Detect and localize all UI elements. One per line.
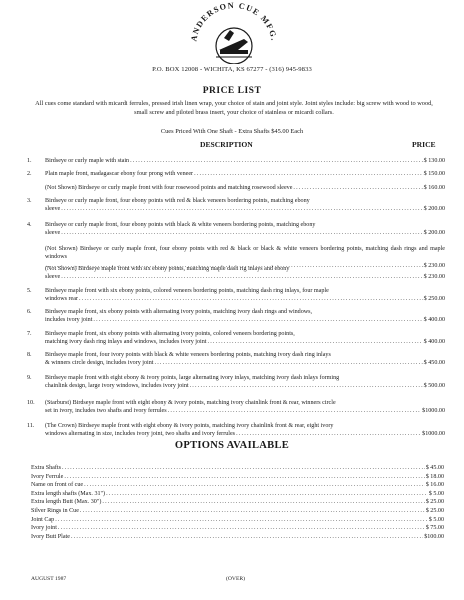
item-number: 8. (27, 352, 32, 358)
item-number: 1. (27, 158, 32, 164)
price-item (27, 308, 445, 325)
shaft-note: Cues Priced With One Shaft - Extra Shafts $45.00 Each (160, 128, 304, 135)
item-price: $ 130.00 (423, 158, 445, 164)
price-item (27, 184, 445, 192)
option-row (31, 464, 444, 472)
price-item (27, 399, 445, 416)
option-price: $ 16.00 (425, 482, 444, 489)
item-description: (Starburst) Birdseye maple front with eight ebony & ivory points, matching ivory chainlink front & rear, winners circle (45, 400, 336, 406)
item-description-end: sleeve (45, 206, 61, 213)
dot-leader (207, 338, 422, 346)
option-price: $ 5.00 (428, 490, 444, 497)
dot-leader (293, 184, 422, 192)
dot-leader (79, 295, 423, 303)
option-label: Ivory Butt Plate (31, 533, 70, 540)
price-item (27, 265, 445, 282)
item-description: Birdseye or curly maple front, four ebony points with black & white veneers bordering points, matching ebony (45, 222, 316, 228)
option-row (31, 533, 444, 541)
options-title: OPTIONS AVAILABLE (174, 440, 290, 451)
price-item (27, 221, 445, 238)
option-price: $100.00 (424, 533, 444, 540)
item-price: $ 160.00 (423, 185, 445, 191)
anderson-cue-logo (186, 2, 282, 64)
item-price: $ 400.00 (423, 317, 445, 324)
option-price: $ 18.00 (425, 473, 444, 480)
item-price: $ 400.00 (423, 339, 445, 346)
item-description-end: & winners circle design, includes ivory joint (45, 360, 154, 367)
item-price: $ 450.00 (423, 360, 445, 367)
dot-leader (190, 382, 423, 390)
dot-leader (62, 464, 425, 472)
item-price: $1000.00 (422, 408, 445, 415)
option-row (31, 498, 444, 506)
dot-leader (61, 273, 422, 281)
dot-leader (71, 533, 423, 541)
footer-date: AUGUST 1987 (31, 576, 67, 582)
dot-leader (55, 516, 428, 524)
option-price: $ 5.00 (428, 516, 444, 523)
item-description-end: sleeve (45, 230, 61, 237)
dot-leader (130, 157, 423, 165)
item-description: Birdseye maple front with eight ebony & ivory points, large alternating ivory inlays, matching ivory dash inlays forming (45, 375, 340, 381)
option-price: $ 45.00 (425, 465, 444, 471)
item-description: (Not Shown) Birdseye maple front with six ebony points, matching maple dash rig inlays and ebony (45, 266, 290, 272)
dot-leader (102, 498, 424, 506)
item-number: 10. (27, 400, 35, 406)
option-label: Ivory Ferrule (31, 473, 64, 480)
dot-leader (168, 407, 422, 415)
price-item (27, 287, 445, 304)
price-item (27, 170, 445, 178)
item-description: Birdseye maple front, six ebony points with alternating ivory points, colored veneers bordering points, (45, 331, 295, 337)
intro-text: All cues come standard with micardi ferrules, pressed irish linen wrap, your choice of stain and joint style. Joint styles include: big screw with wood to wood, small screw and piloted brass insert, your choice of stainless or micardi collars. (35, 100, 433, 116)
item-description-end: set in ivory, includes two shafts and ivory ferrules (45, 408, 167, 415)
option-row (31, 481, 444, 489)
option-price: $ 75.00 (425, 525, 444, 532)
option-row (31, 490, 444, 498)
option-label: Extra length Butt (Max. 30") (31, 499, 102, 506)
option-price: $ 25.00 (425, 499, 444, 506)
item-description: (Not Shown) Birdseye or curly maple front, four ebony points with red & black or black & white veneers bordering points, matching dash rings and maple windows (45, 246, 445, 261)
price-item (27, 422, 445, 439)
dot-leader (58, 524, 425, 532)
option-label: Extra length shafts (Max. 31") (31, 490, 106, 497)
dot-leader (64, 473, 424, 481)
price-item (27, 157, 445, 165)
option-label: Silver Rings in Cue (31, 508, 79, 514)
item-description-end: Plain maple front, madagascar ebony four prong with veneer (45, 171, 194, 177)
item-price: $ 150.00 (423, 171, 445, 177)
option-price: $ 25.00 (425, 508, 444, 514)
item-description: Birdseye maple front with six ebony points, colored veneers bordering points, matching dash ring inlays, four maple (45, 288, 329, 294)
item-price: $1000.00 (422, 431, 445, 438)
price-list-title: PRICE LIST (202, 86, 262, 96)
item-description: Birdseye maple front, six ebony points with alternating ivory points, matching ivory dash rings and windows, (45, 309, 313, 315)
item-price: $ 200.00 (423, 206, 445, 213)
company-address: P.O. BOX 12008 - WICHITA, KS 67277 - (316) 945-9833 (152, 66, 312, 73)
option-label: Ivory joint (31, 525, 57, 532)
option-label: Name on front of cue (31, 482, 84, 489)
dot-leader (106, 490, 428, 498)
footer-over: (OVER) (226, 576, 245, 582)
price-item (27, 330, 445, 347)
item-number: 5. (27, 288, 32, 294)
item-number: 2. (27, 171, 32, 177)
item-description-end: Birdseye or curly maple with stain (45, 158, 130, 164)
item-number: 9. (27, 375, 32, 381)
dot-leader (84, 481, 425, 489)
item-price: $ 230.00 (423, 274, 445, 281)
item-description: (The Crown) Birdseye maple front with eight ebony & ivory points, matching ivory chainlink front & rear, eight ivory (45, 423, 334, 429)
item-description: Birdseye maple front, four ivory points with black & white veneers bordering points, matching ivory dash ring inlays (45, 352, 331, 358)
price-column-header: PRICE (412, 140, 436, 149)
price-item (27, 351, 445, 368)
option-row (31, 507, 444, 515)
item-description-end: windows rear (45, 296, 78, 303)
option-label: Extra Shafts (31, 465, 61, 471)
dot-leader (93, 316, 422, 324)
item-description-end: sleeve (45, 274, 61, 281)
item-number: 3. (27, 198, 32, 204)
item-number: 11. (27, 423, 35, 429)
item-description-end: windows alternating in size, includes ivory joint, two shafts and ivory ferrules (45, 431, 236, 438)
item-description-end: (Not Shown) Birdseye or curly maple front with four rosewood points and matching rosewood sleeve (45, 185, 293, 191)
item-description-end: includes ivory joint (45, 317, 93, 324)
dot-leader (61, 205, 422, 213)
dot-leader (80, 507, 425, 515)
option-row (31, 473, 444, 481)
item-number: 4. (27, 222, 32, 228)
dot-leader (154, 359, 422, 367)
item-price: $ 200.00 (423, 230, 445, 237)
option-row (31, 516, 444, 524)
item-number: 7. (27, 331, 32, 337)
option-row (31, 524, 444, 532)
item-price: $ 500.00 (423, 383, 445, 390)
logo-text: ANDERSON CUE MFG. (189, 2, 279, 43)
item-description-end: matching ivory dash ring inlays and windows, includes ivory joint (45, 339, 207, 346)
item-price: $ 250.00 (423, 296, 445, 303)
description-column-header: DESCRIPTION (200, 140, 253, 149)
item-description-end: chainlink design, large ivory windows, includes ivory joint (45, 383, 189, 390)
dot-leader (194, 170, 423, 178)
item-description: Birdseye or curly maple front, four ebony points with red & black veneers bordering points, matching ebony (45, 198, 310, 204)
dot-leader (236, 430, 421, 438)
price-item (27, 197, 445, 214)
item-number: 6. (27, 309, 32, 315)
item-price: $ 230.00 (423, 262, 445, 269)
option-label: Joint Cap (31, 516, 55, 523)
price-item (27, 374, 445, 391)
dot-leader (61, 229, 422, 237)
